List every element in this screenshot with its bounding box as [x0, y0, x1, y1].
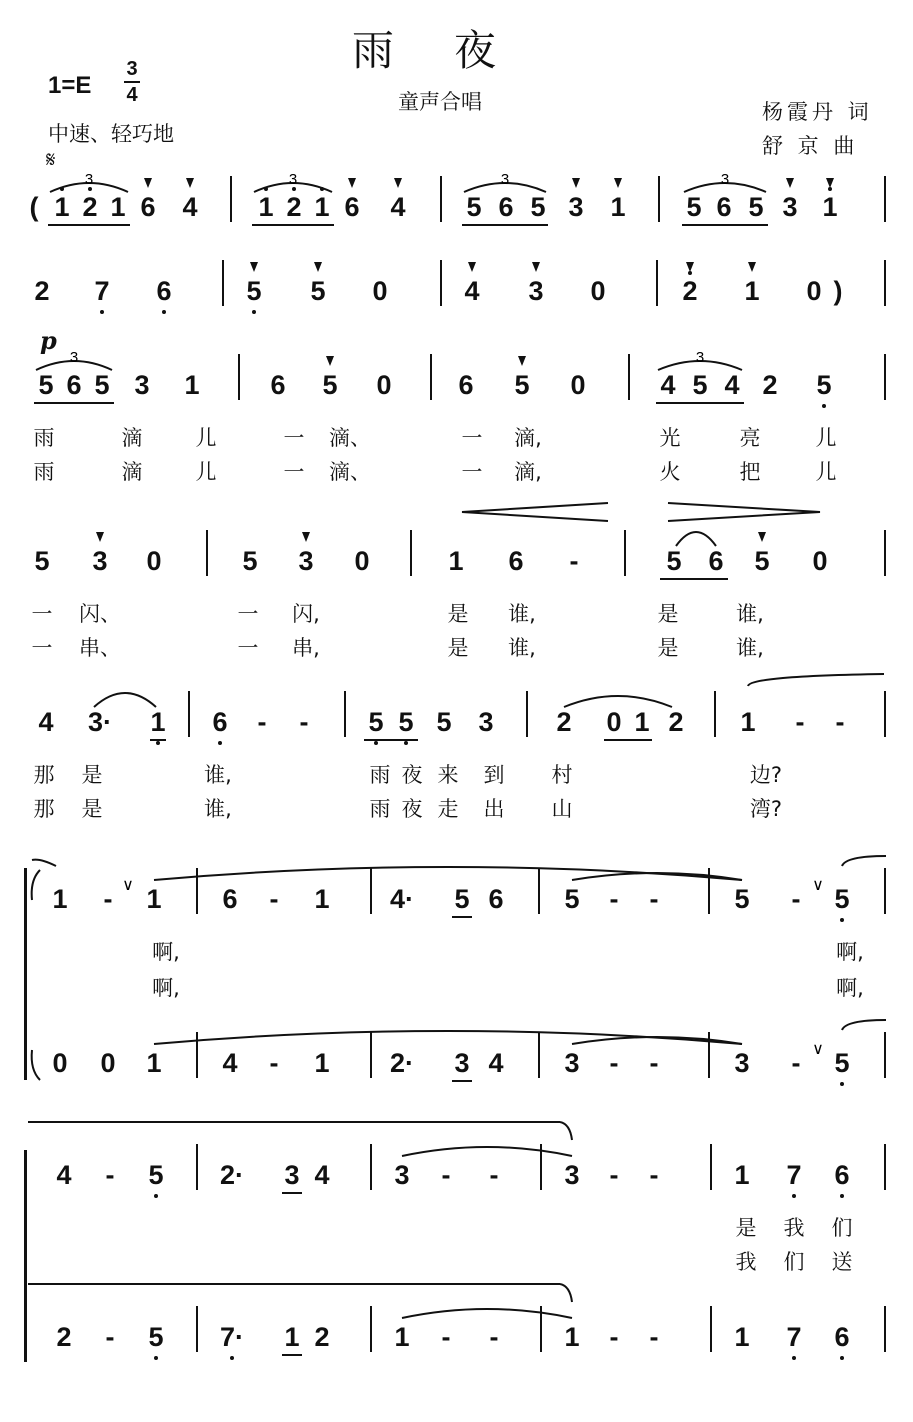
lyric: 一	[31, 602, 53, 626]
note: 4	[724, 370, 740, 400]
note: 6	[498, 192, 514, 222]
triplet-mark: 3	[500, 171, 510, 188]
lyric: 雨	[33, 460, 55, 484]
note: 3	[394, 1160, 410, 1190]
note: -	[569, 546, 579, 576]
note: 1	[734, 1160, 750, 1190]
note: 1	[610, 192, 626, 222]
note: 6	[716, 192, 732, 222]
note: 4·	[389, 884, 415, 914]
lyric: 儿	[815, 426, 837, 450]
note: 1	[394, 1322, 410, 1352]
note: 5	[310, 276, 326, 306]
tie-start	[748, 674, 884, 686]
note: 0	[354, 546, 370, 576]
note: 5	[834, 1048, 850, 1078]
lyric: 一	[283, 460, 305, 484]
lyric: 是	[657, 602, 679, 626]
decrescendo-hairpin	[668, 503, 820, 521]
lyric: 一	[283, 426, 305, 450]
lyric: 把	[739, 460, 761, 484]
note: -	[103, 884, 113, 914]
note: 5	[368, 707, 384, 737]
lyric: 我	[735, 1250, 757, 1274]
lyric: 雨	[33, 426, 55, 450]
note: 2	[762, 370, 778, 400]
note: 2	[314, 1322, 330, 1352]
note: 1	[284, 1322, 300, 1352]
time-signature-bottom: 4	[126, 84, 138, 106]
triplet-mark: 3	[288, 171, 298, 188]
note: 1	[564, 1322, 580, 1352]
note: 7	[786, 1322, 802, 1352]
lyric: 一	[237, 636, 259, 660]
lyric: 边?	[749, 763, 783, 787]
note: -	[269, 1048, 279, 1078]
note: 3	[564, 1160, 580, 1190]
note: -	[609, 1048, 619, 1078]
note: 5	[38, 370, 54, 400]
note: 1	[314, 884, 330, 914]
composer-credit: 舒 京 曲	[762, 134, 859, 158]
note: 0	[376, 370, 392, 400]
note: (	[29, 192, 39, 222]
note: -	[441, 1322, 451, 1352]
note: 2·	[219, 1160, 245, 1190]
note: 5	[816, 370, 832, 400]
note: 4	[56, 1160, 72, 1190]
tie-start	[842, 1020, 886, 1030]
note: 7	[94, 276, 110, 306]
note: 3	[298, 546, 314, 576]
lyric: 是	[81, 763, 103, 787]
crescendo-hairpin	[462, 503, 608, 521]
lyric: 出	[483, 797, 505, 821]
note: 0	[100, 1048, 116, 1078]
lyric: 亮	[739, 426, 761, 450]
lyric: 光	[659, 426, 681, 450]
triplet-mark: 3	[84, 171, 94, 188]
note: 1	[634, 707, 650, 737]
note: 5	[466, 192, 482, 222]
note: 6	[140, 192, 156, 222]
lyric: 滴、	[329, 460, 371, 484]
lyric: 谁,	[508, 602, 536, 626]
note: 3	[568, 192, 584, 222]
note: 2	[556, 707, 572, 737]
note: -	[649, 1160, 659, 1190]
note: 4	[314, 1160, 330, 1190]
note: 3	[478, 707, 494, 737]
lyric: 滴、	[329, 426, 371, 450]
note: 2	[82, 192, 98, 222]
lyric: 是	[447, 636, 469, 660]
song-title: 雨夜	[352, 26, 557, 75]
note: 0	[52, 1048, 68, 1078]
note: -	[269, 884, 279, 914]
lyric: 夜	[401, 763, 423, 787]
note: 1	[744, 276, 760, 306]
note: 0	[606, 707, 622, 737]
note: 0	[146, 546, 162, 576]
tie-end	[560, 1284, 572, 1302]
note: -	[791, 884, 801, 914]
note: 1	[314, 192, 330, 222]
tie-start	[842, 856, 886, 866]
note: -	[105, 1160, 115, 1190]
note: 5	[514, 370, 530, 400]
lyric: 村	[551, 763, 573, 787]
note: 2	[34, 276, 50, 306]
slur	[402, 1309, 572, 1318]
note: 1	[314, 1048, 330, 1078]
slur	[94, 693, 156, 707]
lyric: 山	[551, 797, 573, 821]
lyric: 谁,	[736, 602, 764, 626]
breath-mark: ∨	[812, 1039, 824, 1058]
note: -	[609, 1160, 619, 1190]
note: 4	[390, 192, 406, 222]
segno-sign: 𝄋	[46, 148, 56, 173]
lyric: 谁,	[736, 636, 764, 660]
lyric: 谁,	[508, 636, 536, 660]
note: 5	[148, 1322, 164, 1352]
note: 6	[270, 370, 286, 400]
lyric: 到	[483, 763, 505, 787]
lyric: 是	[81, 797, 103, 821]
note: 1	[740, 707, 756, 737]
lyric: 闪,	[292, 602, 320, 626]
note: 1	[448, 546, 464, 576]
note: 5	[564, 884, 580, 914]
note: )	[833, 276, 843, 306]
note: -	[835, 707, 845, 737]
lyric: 一	[237, 602, 259, 626]
note: -	[299, 707, 309, 737]
lyric: 一	[31, 636, 53, 660]
note: 5	[666, 546, 682, 576]
note: 0	[590, 276, 606, 306]
note: -	[609, 884, 619, 914]
note: -	[649, 1048, 659, 1078]
lyric: 是	[447, 602, 469, 626]
tie-end	[560, 1122, 572, 1140]
note: -	[649, 884, 659, 914]
lyric: 滴,	[514, 460, 542, 484]
note: 2	[286, 192, 302, 222]
note: 6	[66, 370, 82, 400]
lyric: 一	[461, 426, 483, 450]
lyric: 走	[437, 797, 459, 821]
note: 3	[564, 1048, 580, 1078]
tie-end	[32, 860, 56, 866]
note: 1	[146, 1048, 162, 1078]
note: 1	[258, 192, 274, 222]
note: 2	[56, 1322, 72, 1352]
note: 5	[692, 370, 708, 400]
note: 4	[660, 370, 676, 400]
note: 1	[150, 707, 166, 737]
note: 4	[464, 276, 480, 306]
song-subtitle: 童声合唱	[398, 90, 482, 114]
lyric: 闪、	[79, 602, 121, 626]
slur	[564, 696, 672, 707]
lyric: 是	[735, 1216, 757, 1240]
lyric: 儿	[815, 460, 837, 484]
lyric: 送	[831, 1250, 853, 1274]
note: 6	[488, 884, 504, 914]
lyric: 儿	[195, 426, 217, 450]
note: 0	[372, 276, 388, 306]
lyric: 夜	[401, 797, 423, 821]
lyric: 们	[783, 1250, 805, 1274]
triplet-mark: 3	[695, 349, 705, 366]
lyric: 滴	[121, 460, 143, 484]
lyric: 啊,	[836, 976, 864, 1000]
note: 2	[682, 276, 698, 306]
note: -	[649, 1322, 659, 1352]
note: 6	[222, 884, 238, 914]
lyric: 滴	[121, 426, 143, 450]
note: 5	[246, 276, 262, 306]
note: 5	[754, 546, 770, 576]
note: 6	[156, 276, 172, 306]
note: 3	[134, 370, 150, 400]
note: 6	[508, 546, 524, 576]
note: 1	[110, 192, 126, 222]
lyric: 雨	[369, 763, 391, 787]
note: 5	[148, 1160, 164, 1190]
triplet-mark: 3	[69, 349, 79, 366]
note: 0	[570, 370, 586, 400]
lyric: 串、	[79, 636, 121, 660]
lyric: 雨	[369, 797, 391, 821]
note: -	[441, 1160, 451, 1190]
note: 2	[668, 707, 684, 737]
note: 1	[184, 370, 200, 400]
note: 5	[686, 192, 702, 222]
note: 3	[782, 192, 798, 222]
note: 0	[806, 276, 822, 306]
note: 4	[182, 192, 198, 222]
lyric: 儿	[195, 460, 217, 484]
lyricist-credit: 杨霞丹 词	[762, 100, 873, 124]
note: 1	[52, 884, 68, 914]
note: 3	[528, 276, 544, 306]
dynamic-marking: p	[40, 326, 57, 355]
note: 6	[458, 370, 474, 400]
note: -	[791, 1048, 801, 1078]
lyric: 我	[783, 1216, 805, 1240]
note: 5	[454, 884, 470, 914]
note: 5	[34, 546, 50, 576]
note: 5	[242, 546, 258, 576]
note: 5	[834, 884, 850, 914]
note: 3	[454, 1048, 470, 1078]
key-signature: 1=E	[48, 72, 92, 99]
lyric: 滴,	[514, 426, 542, 450]
lyric: 来	[437, 763, 459, 787]
lyric: 啊,	[152, 940, 180, 964]
note: 7	[786, 1160, 802, 1190]
lyric: 那	[33, 763, 55, 787]
note: 5	[734, 884, 750, 914]
note: 6	[708, 546, 724, 576]
note: 1	[734, 1322, 750, 1352]
note: 5	[748, 192, 764, 222]
note: 1	[54, 192, 70, 222]
note: 6	[834, 1322, 850, 1352]
note: -	[795, 707, 805, 737]
note: 4	[222, 1048, 238, 1078]
breath-mark: ∨	[812, 875, 824, 894]
time-signature-top: 3	[126, 58, 138, 80]
lyric: 们	[831, 1216, 853, 1240]
slur	[402, 1147, 572, 1156]
note: 4	[488, 1048, 504, 1078]
lyric: 湾?	[749, 797, 783, 821]
lyric: 火	[659, 460, 681, 484]
note: 6	[344, 192, 360, 222]
lyric: 谁,	[204, 763, 232, 787]
lyric: 是	[657, 636, 679, 660]
note: 5	[322, 370, 338, 400]
note: -	[489, 1322, 499, 1352]
brace-curl	[32, 1050, 40, 1080]
lyric: 啊,	[152, 976, 180, 1000]
brace-curl	[32, 870, 40, 900]
note: 3·	[87, 707, 113, 737]
lyric: 谁,	[204, 797, 232, 821]
lyric: 啊,	[836, 940, 864, 964]
note: -	[257, 707, 267, 737]
note: 1	[822, 192, 838, 222]
note: 3	[92, 546, 108, 576]
tempo-marking: 中速、轻巧地	[48, 122, 174, 146]
note: 6	[834, 1160, 850, 1190]
note: 5	[398, 707, 414, 737]
note: 6	[212, 707, 228, 737]
note: 4	[38, 707, 54, 737]
note: -	[105, 1322, 115, 1352]
note: 7·	[219, 1322, 245, 1352]
lyric: 串,	[292, 636, 320, 660]
slur	[676, 532, 716, 546]
note: 3	[284, 1160, 300, 1190]
note: 5	[436, 707, 452, 737]
note: 5	[94, 370, 110, 400]
note: -	[609, 1322, 619, 1352]
lyric: 那	[33, 797, 55, 821]
lyric: 一	[461, 460, 483, 484]
note: 1	[146, 884, 162, 914]
breath-mark: ∨	[122, 875, 134, 894]
note: 5	[530, 192, 546, 222]
note: 0	[812, 546, 828, 576]
note: 3	[734, 1048, 750, 1078]
triplet-mark: 3	[720, 171, 730, 188]
note: 2·	[389, 1048, 415, 1078]
note: -	[489, 1160, 499, 1190]
